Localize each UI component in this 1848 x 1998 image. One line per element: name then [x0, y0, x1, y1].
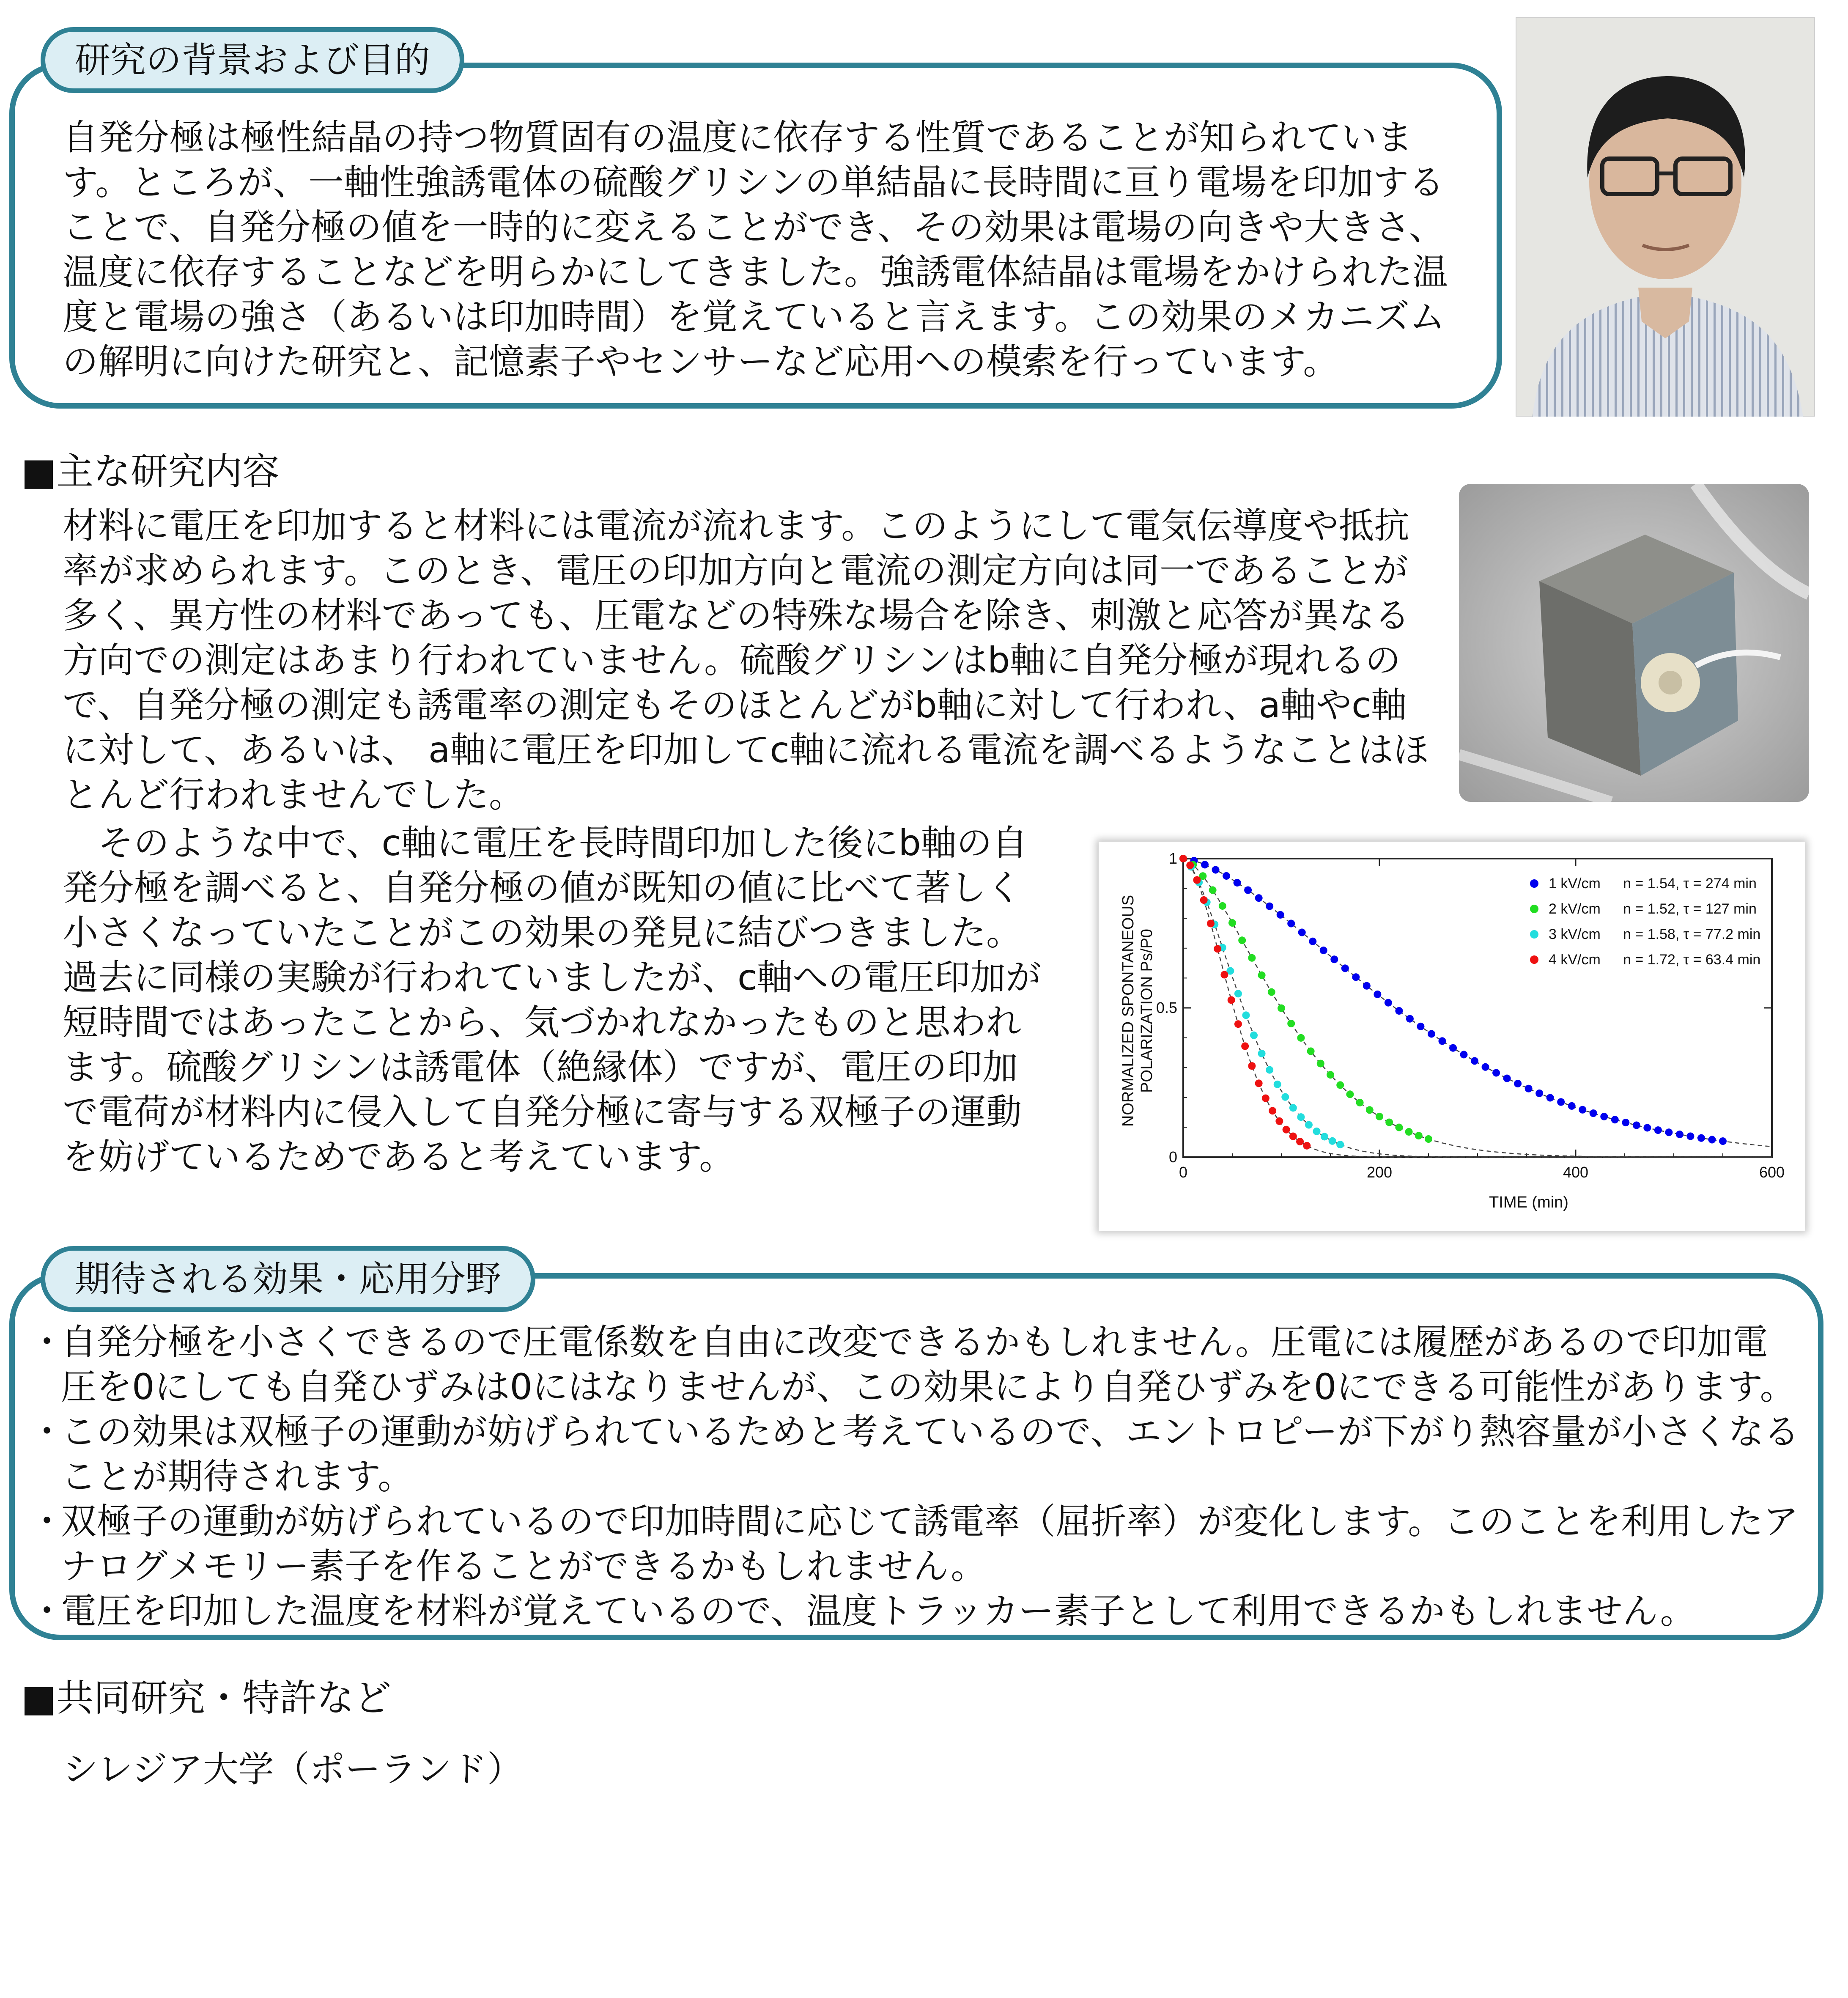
data-point: [1234, 1020, 1242, 1028]
data-point: [1238, 936, 1246, 944]
legend-series-name: 2 kV/cm: [1549, 901, 1601, 917]
legend-series-params: n = 1.58, τ = 77.2 min: [1623, 926, 1761, 942]
data-point: [1305, 1121, 1313, 1129]
bullet-mark: ･: [38, 1321, 56, 1363]
legend-marker: [1530, 930, 1538, 939]
data-point: [1287, 1020, 1295, 1027]
data-point: [1492, 1069, 1500, 1077]
data-point: [1697, 1134, 1705, 1142]
legend-marker: [1530, 905, 1538, 913]
data-point: [1525, 1085, 1533, 1092]
data-point: [1385, 999, 1392, 1007]
data-point: [1417, 1023, 1424, 1030]
x-tick-label: 200: [1366, 1164, 1393, 1181]
background-paragraph: 自発分極は極性結晶の持つ物質固有の温度に依存する性質であることが知られています。ところが、一軸性強誘電体の硫酸グリシンの単結晶に長時間に亘り電場を印加することで、自発分極の値を一時的に変えることができ、その効果は電場の向きや大きさ、温度に依存することなどを明らかにしてきました。強誘電体結晶は電場をかけられた温度と電場の強さ（あるいは印加時間）を覚えていると言えます。この効果のメカニズムの解明に向けた研究と、記憶素子やセンサーなど応用への模索を行っています。: [63, 117, 1448, 382]
data-point: [1336, 1141, 1344, 1148]
data-point: [1297, 1113, 1305, 1121]
data-point: [1262, 1095, 1269, 1102]
x-tick-label: 400: [1563, 1164, 1589, 1181]
data-point: [1428, 1030, 1435, 1037]
data-point: [1579, 1106, 1586, 1114]
data-point: [1471, 1057, 1478, 1065]
data-point: [1298, 929, 1306, 936]
data-point: [1665, 1128, 1673, 1136]
main-paragraph-2: そのような中で、c軸に電圧を長時間印加した後にb軸の自発分極を調べると、自発分極の値が既知の値に比べて著しく小さくなっていたことがこの効果の発見に結びつきました。過去に同様の実験が行われていましたが、c軸への電圧印加が短時間ではあったことから、気づかれなかったものと思われます。硫酸グリシンは誘電体（絶縁体）ですが、電圧の印加で電荷が材料内に侵入して自発分極に寄与する双極子の運動を妨げているためであると考えています。: [63, 822, 1042, 1177]
data-point: [1366, 1106, 1374, 1114]
data-point: [1248, 954, 1256, 962]
data-point: [1395, 1124, 1403, 1131]
y-tick-label: 0.5: [1156, 999, 1177, 1016]
data-point: [1654, 1126, 1662, 1134]
data-point: [1425, 1135, 1432, 1143]
data-point: [1266, 903, 1273, 910]
collab-heading-text: 共同研究・特許など: [56, 1676, 392, 1720]
data-point: [1352, 973, 1360, 981]
data-point: [1346, 1090, 1354, 1098]
data-point: [1503, 1075, 1511, 1082]
data-point: [1200, 896, 1208, 904]
data-point: [1546, 1094, 1554, 1102]
main-heading: [21, 448, 280, 495]
chart-svg: [1099, 842, 1805, 1231]
legend-marker: [1530, 879, 1538, 888]
data-point: [1220, 971, 1228, 979]
data-point: [1643, 1124, 1651, 1131]
data-point: [1330, 955, 1338, 963]
data-point: [1219, 902, 1226, 910]
x-tick-label: 0: [1179, 1164, 1188, 1181]
legend-series-params: n = 1.54, τ = 274 min: [1623, 875, 1757, 892]
heading-mark: ■: [21, 450, 57, 493]
data-point: [1309, 938, 1316, 945]
data-point: [1228, 996, 1235, 1004]
data-point: [1255, 1079, 1263, 1087]
data-point: [1341, 964, 1349, 972]
data-point: [1248, 1062, 1256, 1070]
data-point: [1307, 1047, 1315, 1055]
data-point: [1287, 920, 1295, 928]
data-point: [1557, 1098, 1565, 1106]
legend-series-name: 1 kV/cm: [1549, 875, 1601, 892]
data-point: [1317, 1060, 1324, 1068]
data-point: [1289, 1133, 1297, 1140]
data-point: [1179, 855, 1187, 862]
crystal-photo: [1459, 484, 1809, 802]
data-point: [1460, 1051, 1468, 1058]
data-point: [1242, 1011, 1250, 1019]
data-point: [1278, 1004, 1285, 1012]
data-point: [1415, 1132, 1423, 1139]
data-point: [1438, 1037, 1446, 1045]
data-point: [1212, 866, 1220, 874]
data-point: [1514, 1080, 1522, 1087]
data-point: [1296, 1138, 1304, 1145]
legend-marker: [1530, 955, 1538, 964]
data-point: [1297, 1034, 1305, 1042]
data-point: [1363, 982, 1371, 990]
data-point: [1482, 1063, 1489, 1071]
data-point: [1234, 879, 1241, 886]
data-point: [1320, 947, 1327, 954]
legend-series-name: 3 kV/cm: [1549, 926, 1601, 942]
background-title: 研究の背景および目的: [41, 27, 464, 93]
data-point: [1313, 1128, 1321, 1135]
data-point: [1269, 1107, 1276, 1114]
data-point: [1214, 945, 1221, 952]
collab-partner: シレジア大学（ポーランド）: [63, 1748, 523, 1790]
data-point: [1281, 1093, 1289, 1101]
data-point: [1289, 1104, 1297, 1112]
x-tick-label: 600: [1759, 1164, 1785, 1181]
data-point: [1186, 862, 1194, 869]
data-point: [1268, 988, 1275, 996]
application-text: 双極子の運動が妨げられているので印加時間に応じて誘電率（屈折率）が変化します。このことを利用したアナログメモリー素子を作ることができるかもしれません。: [61, 1501, 1799, 1587]
data-point: [1241, 1042, 1249, 1050]
data-point: [1228, 919, 1236, 927]
data-point: [1376, 1113, 1383, 1120]
data-point: [1244, 886, 1252, 894]
main-text-1: [63, 503, 1433, 817]
y-tick-label: 1: [1168, 850, 1177, 867]
data-point: [1622, 1119, 1629, 1126]
data-point: [1406, 1015, 1414, 1023]
data-point: [1223, 872, 1230, 880]
application-item: [38, 1409, 1801, 1499]
legend-series-params: n = 1.72, τ = 63.4 min: [1623, 952, 1761, 968]
data-point: [1258, 1050, 1266, 1057]
data-point: [1327, 1071, 1334, 1079]
y-axis-label-line2: POLARIZATION Ps/P0: [1138, 929, 1156, 1093]
data-point: [1633, 1122, 1640, 1129]
x-axis-label: TIME (min): [1489, 1194, 1568, 1211]
data-point: [1676, 1131, 1683, 1138]
data-point: [1449, 1044, 1457, 1052]
y-axis-label-line1: NORMALIZED SPONTANEOUS: [1119, 895, 1137, 1127]
data-point: [1405, 1128, 1413, 1136]
data-point: [1283, 1126, 1290, 1133]
data-point: [1193, 876, 1201, 884]
bullet-mark: ･: [38, 1411, 56, 1452]
background-text: [63, 115, 1450, 384]
application-item: [38, 1499, 1801, 1589]
application-text: この効果は双極子の運動が妨げられているためと考えているので、エントロピーが下がり熱容量が小さくなることが期待されます。: [61, 1411, 1799, 1497]
data-point: [1207, 920, 1215, 928]
legend-series-params: n = 1.52, τ = 127 min: [1623, 901, 1757, 917]
chart-axes: [1156, 850, 1785, 1181]
data-point: [1201, 861, 1209, 868]
data-point: [1590, 1109, 1597, 1117]
portrait-image: [1516, 17, 1815, 417]
application-item: [38, 1320, 1801, 1409]
data-point: [1209, 886, 1217, 894]
data-point: [1303, 1142, 1311, 1150]
data-point: [1321, 1133, 1328, 1140]
data-point: [1258, 972, 1266, 979]
application-text: 自発分極を小さくできるので圧電係数を自由に改変できるかもしれません。圧電には履歴があるので印加電圧を0にしても自発ひずみは0にはなりませんが、この効果により自発ひずみを0にできる可能性があります。: [61, 1321, 1796, 1408]
legend-series-name: 4 kV/cm: [1549, 952, 1601, 968]
data-point: [1255, 894, 1263, 902]
data-point: [1568, 1102, 1576, 1110]
data-point: [1275, 1117, 1283, 1125]
data-point: [1600, 1113, 1608, 1120]
data-point: [1686, 1133, 1694, 1140]
researcher-portrait: [1516, 17, 1815, 417]
application-text: 電圧を印加した温度を材料が覚えているので、温度トラッカー素子として利用できるかもしれません。: [61, 1590, 1696, 1632]
data-point: [1374, 991, 1381, 998]
main-paragraph-1: 材料に電圧を印加すると材料には電流が流れます。このようにして電気伝導度や抵抗率が求められます。このとき、電圧の印加方向と電流の測定方向は同一であることが多く、異方性の材料であっても、圧電などの特殊な場合を除き、刺激と応答が異なる方向での測定はあまり行われていません。硫酸グリシンはb軸に自発分極が現れるので、自発分極の測定も誘電率の測定もそのほとんどがb軸に対して行われ、a軸やc軸に対して、あるいは、 a軸に電圧を印加してc軸に流れる電流を調べるようなことはほとんど行われませんでした。: [63, 505, 1429, 815]
chart-legend: [1530, 875, 1760, 968]
collab-heading: [21, 1675, 391, 1721]
applications-title: 期待される効果・応用分野: [41, 1246, 535, 1312]
polarization-chart: [1099, 842, 1805, 1231]
collab-text: [63, 1747, 1331, 1792]
data-point: [1611, 1116, 1619, 1123]
data-point: [1535, 1090, 1543, 1097]
data-point: [1329, 1137, 1336, 1145]
data-point: [1395, 1007, 1403, 1015]
data-point: [1250, 1032, 1258, 1039]
bullet-mark: ･: [38, 1590, 56, 1632]
data-point: [1356, 1099, 1364, 1106]
data-point: [1719, 1137, 1727, 1145]
data-point: [1274, 1081, 1281, 1088]
data-point: [1277, 911, 1284, 919]
application-item: [38, 1589, 1801, 1633]
main-heading-text: 主な研究内容: [56, 450, 280, 493]
data-point: [1234, 990, 1242, 997]
chart-points: [1179, 855, 1727, 1150]
crystal-image: [1459, 484, 1809, 802]
applications-list: [38, 1320, 1801, 1633]
data-point: [1336, 1081, 1344, 1089]
bullet-mark: ･: [38, 1501, 56, 1542]
data-point: [1708, 1136, 1716, 1144]
main-text-2: [63, 821, 1052, 1179]
data-point: [1385, 1119, 1393, 1126]
heading-mark: ■: [21, 1676, 57, 1720]
data-point: [1266, 1066, 1273, 1074]
y-tick-label: 0: [1168, 1148, 1177, 1166]
